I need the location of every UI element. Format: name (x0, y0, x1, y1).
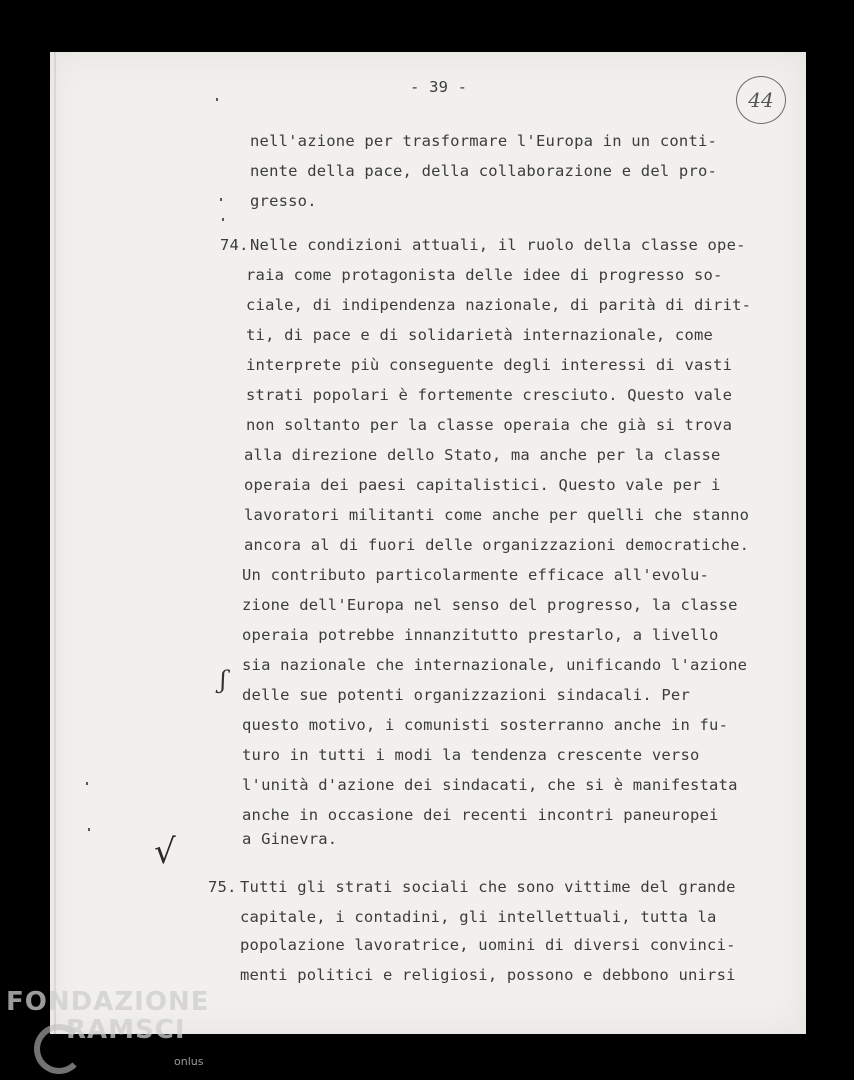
ink-speck (222, 218, 224, 221)
handwritten-margin-mark: ʃ (220, 666, 227, 694)
text-line: gresso. (250, 192, 317, 210)
text-line: delle sue potenti organizzazioni sindacali. Per (242, 686, 690, 704)
paragraph-number: 75. (208, 878, 237, 896)
watermark-line1: FONDAZIONE (6, 987, 210, 1017)
text-line: interprete più conseguente degli interessi di vasti (246, 356, 733, 374)
text-line: turo in tutti i modi la tendenza crescente verso (242, 746, 700, 764)
text-line: operaia potrebbe innanzitutto prestarlo, a livello (242, 626, 719, 644)
handwritten-check-mark: √ (154, 832, 176, 872)
text-line: questo motivo, i comunisti sosterranno anche in fu- (242, 716, 729, 734)
document-page (50, 52, 806, 1034)
watermark-logo (6, 987, 210, 1068)
text-line: ancora al di fuori delle organizzazioni democratiche. (244, 536, 750, 554)
paragraph-number: 74. (220, 236, 249, 254)
text-line: nente della pace, della collaborazione e del pro- (250, 162, 718, 180)
watermark-line2: RAMSCI (66, 1015, 186, 1045)
watermark-subtitle: onlus (174, 1055, 204, 1068)
text-line: non soltanto per la classe operaia che già si trova (246, 416, 733, 434)
text-line: Nelle condizioni attuali, il ruolo della classe ope- (250, 236, 746, 254)
text-line: Un contributo particolarmente efficace all'evolu- (242, 566, 710, 584)
text-line: operaia dei paesi capitalistici. Questo vale per i (244, 476, 721, 494)
text-line: strati popolari è fortemente cresciuto. Questo vale (246, 386, 733, 404)
ink-speck (220, 198, 222, 201)
text-line: raia come protagonista delle idee di progresso so- (246, 266, 723, 284)
ink-speck (216, 98, 218, 101)
text-line: alla direzione dello Stato, ma anche per la classe (244, 446, 721, 464)
ink-speck (88, 828, 90, 831)
text-line: zione dell'Europa nel senso del progresso, la classe (242, 596, 738, 614)
archive-number-circled: 44 (736, 76, 786, 124)
text-line: sia nazionale che internazionale, unificando l'azione (242, 656, 748, 674)
text-line: nell'azione per trasformare l'Europa in un conti- (250, 132, 718, 150)
text-line: Tutti gli strati sociali che sono vittime del grande (240, 878, 736, 896)
text-line: l'unità d'azione dei sindacati, che si è manifestata (242, 776, 738, 794)
text-line: anche in occasione dei recenti incontri paneuropei (242, 806, 719, 824)
text-line: ciale, di indipendenza nazionale, di parità di dirit- (246, 296, 752, 314)
ink-speck (86, 782, 88, 785)
page-number: - 39 - (410, 78, 468, 96)
text-line: menti politici e religiosi, possono e debbono unirsi (240, 966, 736, 984)
text-line: popolazione lavoratrice, uomini di diversi convinci- (240, 936, 736, 954)
text-line: capitale, i contadini, gli intellettuali, tutta la (240, 908, 717, 926)
text-line: a Ginevra. (242, 830, 338, 848)
text-line: lavoratori militanti come anche per quelli che stanno (244, 506, 750, 524)
text-line: ti, di pace e di solidarietà internazionale, come (246, 326, 714, 344)
